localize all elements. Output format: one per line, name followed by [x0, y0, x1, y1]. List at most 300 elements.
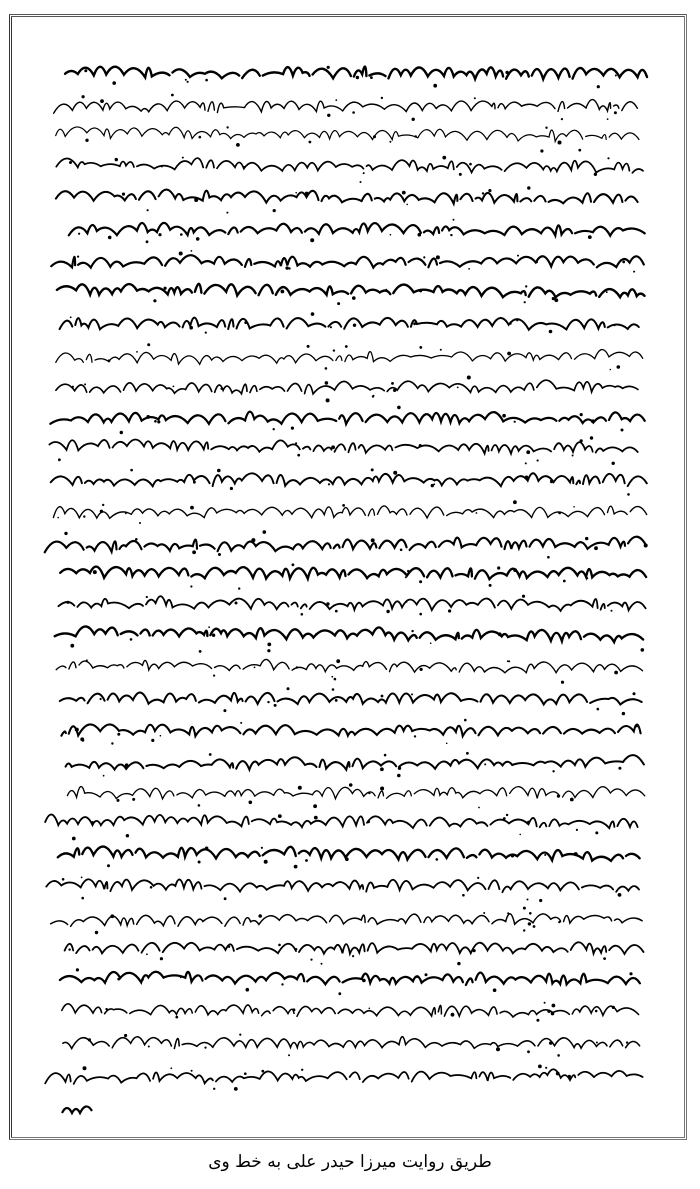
ink-dot: [585, 537, 588, 540]
ink-dot: [547, 556, 550, 559]
ink-dot: [68, 948, 70, 950]
ink-dot: [345, 345, 348, 348]
ink-dot: [105, 1008, 107, 1010]
ink-dot: [182, 157, 184, 159]
ink-dot: [612, 462, 615, 465]
ink-dot: [239, 1034, 241, 1036]
ink-dot: [278, 944, 281, 947]
handwritten-line: [54, 100, 638, 114]
ink-dot: [196, 237, 200, 241]
ink-dot: [100, 510, 103, 513]
ink-dot: [419, 346, 422, 349]
ink-dot: [537, 459, 539, 461]
ink-dot: [516, 319, 518, 321]
ink-dot: [70, 316, 72, 318]
ink-dot: [234, 1087, 238, 1091]
ink-dot: [80, 737, 84, 741]
ink-dot: [618, 893, 622, 897]
ink-dot: [614, 325, 616, 327]
ink-dot: [626, 1041, 628, 1043]
ink-dot: [148, 1046, 150, 1048]
ink-dot: [78, 233, 80, 235]
handwritten-line: [46, 879, 639, 892]
ink-dot: [453, 219, 455, 221]
ink-dot: [622, 261, 625, 264]
ink-dot: [527, 1050, 530, 1053]
ink-dot: [607, 118, 609, 120]
ink-dot: [160, 957, 163, 960]
ink-dot: [381, 695, 384, 698]
ink-dot: [549, 330, 553, 334]
handwritten-line: [57, 972, 640, 985]
ink-dot: [606, 291, 608, 293]
ink-dot: [580, 439, 583, 442]
ink-dot: [198, 861, 201, 864]
ink-dot: [517, 255, 519, 257]
ink-dot: [212, 634, 215, 637]
ink-dot: [360, 181, 362, 183]
ink-dot: [314, 816, 318, 820]
ink-dot: [70, 644, 74, 648]
ink-dot: [69, 161, 72, 164]
ink-dot: [342, 504, 345, 507]
ink-dot: [124, 1034, 127, 1037]
ink-dot: [82, 95, 85, 98]
ink-dot: [529, 912, 532, 915]
ink-dot: [393, 389, 396, 392]
ink-dot: [502, 414, 506, 418]
ink-dot: [447, 884, 449, 886]
ink-dot: [225, 762, 227, 764]
ink-dot: [464, 719, 467, 722]
ink-dot: [595, 1010, 598, 1013]
ink-dot: [466, 752, 469, 755]
ink-dot: [552, 770, 554, 772]
ink-dot: [301, 1069, 303, 1071]
ink-dot: [75, 728, 79, 732]
ink-dot: [331, 445, 335, 449]
ink-dot: [122, 193, 125, 196]
ink-dot: [511, 854, 514, 857]
ink-dot: [527, 899, 529, 901]
ink-dot: [536, 261, 538, 263]
ink-dot: [335, 610, 338, 613]
ink-dot: [574, 852, 578, 856]
ink-dot: [147, 343, 150, 346]
ink-dot: [527, 821, 530, 824]
ink-dot: [511, 886, 513, 888]
ink-dot: [120, 431, 123, 434]
ink-dot: [112, 81, 116, 85]
ink-dot: [557, 1054, 560, 1057]
ink-dot: [629, 972, 632, 975]
ink-dot: [213, 675, 215, 677]
ink-dot: [244, 321, 247, 324]
ink-dot: [349, 783, 353, 787]
handwritten-line: [66, 755, 644, 770]
ink-dot: [430, 642, 432, 644]
ink-dot: [77, 256, 79, 258]
ink-dot: [425, 973, 428, 976]
ink-dot: [273, 428, 275, 430]
margin-note: [62, 1106, 92, 1113]
ink-dot: [457, 387, 459, 389]
ink-dot: [199, 136, 202, 139]
handwritten-line: [51, 255, 644, 267]
ink-dot: [450, 234, 452, 236]
ink-dot: [414, 735, 416, 737]
ink-dot: [419, 444, 422, 447]
ink-dot: [151, 739, 154, 742]
ink-dot: [311, 312, 315, 316]
ink-dot: [352, 955, 354, 957]
ink-dot: [336, 659, 340, 663]
ink-dot: [524, 301, 526, 303]
ink-dot: [209, 753, 212, 756]
ink-dot: [191, 250, 193, 252]
handwritten-line: [56, 380, 638, 394]
ink-dot: [525, 462, 527, 464]
ink-dot: [446, 743, 448, 745]
ink-dot: [240, 722, 242, 724]
ink-dot: [194, 198, 198, 202]
manuscript-frame: [9, 14, 687, 1140]
ink-dot: [108, 359, 111, 362]
ink-dot: [415, 135, 417, 137]
ink-dot: [526, 450, 530, 454]
ink-dot: [614, 671, 618, 675]
ink-dot: [281, 983, 283, 985]
ink-dot: [91, 821, 94, 824]
ink-dot: [57, 517, 59, 519]
ink-dot: [468, 268, 470, 270]
ink-dot: [213, 1088, 215, 1090]
ink-dot: [435, 916, 437, 918]
ink-dot: [457, 962, 460, 965]
ink-dot: [547, 1010, 550, 1013]
ink-dot: [594, 546, 598, 550]
ink-dot: [335, 699, 338, 702]
ink-dot: [161, 165, 163, 167]
handwritten-line: [45, 537, 647, 553]
ink-dot: [367, 820, 370, 823]
ink-dot: [84, 69, 87, 72]
ink-dot: [393, 471, 397, 475]
ink-dot: [573, 506, 575, 508]
ink-dot: [175, 1016, 178, 1019]
ink-dot: [641, 648, 645, 652]
ink-dot: [380, 767, 384, 771]
ink-dot: [544, 854, 546, 856]
ink-dot: [190, 585, 192, 587]
ink-dot: [296, 666, 298, 668]
ink-dot: [352, 296, 356, 300]
ink-dot: [146, 240, 149, 243]
ink-dot: [171, 94, 174, 97]
ink-dot: [111, 742, 113, 744]
ink-dot: [224, 897, 227, 900]
handwritten-manuscript-image: [12, 17, 684, 1137]
ink-dot: [274, 704, 277, 707]
ink-dot: [391, 382, 394, 385]
handwritten-line: [56, 350, 643, 365]
ink-dot: [352, 111, 355, 114]
ink-dot: [552, 1004, 556, 1008]
ink-dot: [545, 1067, 547, 1069]
ink-dot: [136, 351, 138, 353]
ink-dot: [291, 427, 294, 430]
ink-dot: [507, 352, 511, 356]
ink-dot: [462, 894, 465, 897]
ink-dot: [307, 345, 310, 348]
handwritten-line: [56, 190, 638, 204]
ink-dot: [482, 192, 484, 194]
ink-dot: [292, 563, 295, 566]
ink-dot: [117, 978, 120, 981]
ink-dot: [411, 630, 413, 632]
ink-dot: [478, 807, 480, 809]
ink-dot: [513, 568, 517, 572]
ink-dot: [62, 878, 65, 881]
ink-dot: [617, 365, 621, 369]
ink-dot: [281, 290, 285, 294]
ink-dot: [407, 570, 409, 572]
ink-dot: [448, 609, 451, 612]
ink-dot: [476, 512, 478, 514]
ink-dot: [125, 763, 129, 767]
ink-dot: [180, 977, 182, 979]
ink-dot: [519, 834, 521, 836]
ink-dot: [591, 419, 595, 423]
ink-dot: [126, 834, 129, 837]
ink-dot: [58, 458, 61, 461]
ink-dot: [325, 367, 328, 370]
ink-dot: [125, 513, 127, 515]
ink-dot: [556, 1072, 560, 1076]
ink-dot: [506, 814, 508, 816]
ink-dot: [100, 698, 102, 700]
figure-caption: طریق روایت میرزا حیدر علی به خط وی: [208, 1152, 492, 1172]
handwritten-line: [53, 158, 643, 173]
ink-dot: [561, 681, 564, 684]
ink-dot: [484, 763, 486, 765]
handwritten-line: [53, 506, 646, 518]
ink-dot: [612, 1006, 615, 1009]
handwritten-line: [50, 412, 644, 424]
ink-dot: [405, 576, 407, 578]
ink-dot: [610, 369, 612, 371]
handwritten-line: [56, 127, 639, 141]
ink-dot: [381, 97, 383, 99]
ink-dot: [208, 626, 210, 628]
ink-dot: [536, 1019, 539, 1022]
handwritten-line: [49, 440, 637, 454]
ink-dot: [100, 99, 104, 103]
ink-dot: [157, 420, 160, 423]
ink-dot: [305, 859, 308, 862]
ink-dot: [442, 156, 446, 160]
ink-dot: [372, 395, 374, 397]
handwritten-line: [60, 693, 642, 705]
ink-dot: [254, 667, 256, 669]
ink-dot: [135, 538, 138, 541]
ink-dot: [538, 1065, 542, 1069]
ink-dot: [398, 767, 401, 770]
ink-dot: [413, 322, 416, 325]
ink-dot: [418, 233, 422, 237]
ink-dot: [107, 864, 110, 867]
ink-dot: [83, 1066, 87, 1070]
ink-dot: [371, 538, 375, 542]
ink-dot: [288, 1054, 290, 1056]
ink-dot: [603, 957, 606, 960]
ink-dot: [173, 386, 175, 388]
ink-dot: [228, 946, 230, 948]
ink-dot: [185, 79, 187, 81]
ink-dot: [522, 595, 525, 598]
ink-dot: [297, 454, 300, 457]
ink-dot: [191, 1070, 193, 1072]
ink-dot: [146, 953, 148, 955]
ink-dot: [467, 376, 471, 380]
ink-dot: [496, 1047, 500, 1051]
ink-dot: [189, 326, 193, 330]
ink-dot: [558, 141, 562, 145]
ink-dot: [533, 925, 536, 928]
ink-dot: [440, 349, 442, 351]
ink-dot: [588, 235, 592, 239]
ink-dot: [580, 413, 583, 416]
ink-dot: [514, 421, 516, 423]
ink-dot: [310, 959, 312, 961]
ink-dot: [436, 255, 440, 259]
ink-dot: [384, 754, 387, 757]
ink-dot: [433, 84, 437, 88]
ink-dot: [488, 189, 491, 192]
ink-dot: [72, 386, 74, 388]
ink-dot: [363, 172, 365, 174]
ink-dot: [226, 212, 228, 214]
ink-dot: [633, 271, 635, 273]
ink-dot: [264, 860, 268, 864]
handwritten-line: [55, 626, 643, 642]
ink-dot: [611, 610, 613, 612]
ink-dot: [246, 988, 250, 992]
ink-dot: [614, 111, 617, 114]
ink-dot: [596, 1042, 598, 1044]
ink-dot: [179, 252, 183, 256]
ink-dot: [459, 173, 462, 176]
ink-dot: [263, 530, 267, 534]
ink-dot: [331, 676, 333, 678]
ink-dot: [158, 233, 161, 236]
ink-dot: [115, 158, 118, 161]
ink-dot: [204, 1047, 206, 1049]
ink-dot: [193, 481, 196, 484]
ink-dot: [568, 1075, 571, 1078]
ink-dot: [292, 1008, 295, 1011]
ink-dot: [326, 602, 329, 605]
ink-dot: [397, 774, 401, 778]
ink-dot: [595, 831, 598, 834]
ink-dot: [327, 114, 330, 117]
ink-dot: [117, 799, 120, 802]
ink-dot: [353, 324, 356, 327]
ink-dot: [420, 668, 423, 671]
ink-dot: [76, 968, 79, 971]
ink-dot: [545, 127, 547, 129]
handwritten-line: [51, 914, 642, 927]
ink-dot: [525, 285, 527, 287]
ink-dot: [146, 596, 148, 598]
ink-dot: [294, 865, 298, 869]
ink-dot: [261, 847, 263, 849]
ink-dot: [132, 798, 135, 801]
ink-dot: [298, 786, 302, 790]
ink-dot: [64, 532, 67, 535]
ink-dot: [261, 1070, 264, 1073]
ink-dot: [108, 236, 112, 240]
ink-dot: [205, 847, 209, 851]
ink-dot: [192, 550, 196, 554]
ink-dot: [230, 487, 233, 490]
ink-dot: [528, 922, 531, 925]
ink-dot: [493, 988, 497, 992]
ink-dot: [66, 601, 69, 604]
ink-dot: [503, 817, 506, 820]
ink-dot: [489, 584, 492, 587]
handwritten-line: [61, 724, 640, 736]
ink-dot: [525, 476, 529, 480]
ink-dot: [411, 693, 413, 695]
ink-dot: [539, 899, 542, 902]
ink-dot: [633, 692, 636, 695]
ink-dot: [554, 298, 558, 302]
ink-dot: [477, 877, 479, 879]
ink-dot: [431, 484, 434, 487]
ink-dot: [313, 804, 317, 808]
ink-dot: [597, 708, 600, 711]
handwritten-line: [66, 223, 645, 236]
ink-dot: [590, 436, 593, 439]
ink-dot: [498, 632, 502, 636]
ink-dot: [332, 688, 335, 691]
ink-dot: [147, 209, 149, 211]
ink-dot: [370, 76, 373, 79]
handwritten-line: [42, 1069, 642, 1084]
ink-dot: [258, 914, 262, 918]
ink-dot: [150, 886, 153, 889]
handwritten-line: [65, 942, 644, 954]
ink-dot: [419, 289, 422, 292]
ink-dot: [110, 914, 114, 918]
ink-dot: [337, 302, 340, 305]
handwritten-line: [60, 318, 639, 330]
ink-dot: [371, 468, 374, 471]
ink-dot: [160, 735, 162, 737]
ink-dot: [368, 792, 370, 794]
ink-dot: [205, 332, 207, 334]
ink-dot: [419, 613, 422, 616]
ink-dot: [509, 322, 512, 325]
ink-dot: [164, 287, 167, 290]
ink-dot: [406, 204, 408, 206]
ink-dot: [576, 829, 578, 831]
ink-dot: [198, 804, 201, 807]
ink-dot: [295, 442, 297, 444]
ink-dot: [249, 801, 253, 805]
ink-dot: [615, 75, 617, 77]
